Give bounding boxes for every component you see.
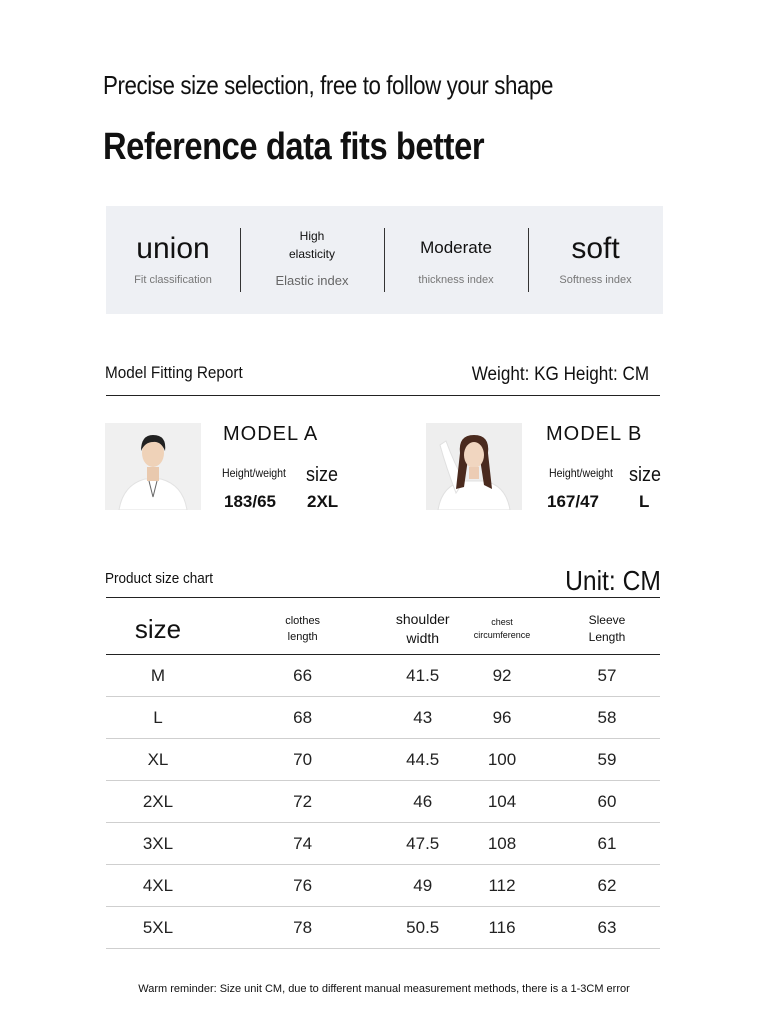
cell-sleeve: 60 xyxy=(597,791,617,811)
cell-size: XL xyxy=(147,749,169,769)
header-sleeve-line1: Sleeve xyxy=(588,613,626,627)
spec-fit-value: union xyxy=(136,232,210,265)
spec-thickness xyxy=(384,206,528,314)
header-chest-line2: circumference xyxy=(473,630,531,640)
spec-softness-label: Softness index xyxy=(559,274,632,286)
fitting-rule xyxy=(106,395,660,396)
cell-length: 76 xyxy=(293,875,313,895)
cell-chest: 96 xyxy=(492,707,512,727)
cell-length: 72 xyxy=(293,791,313,811)
cell-shoulder: 47.5 xyxy=(406,833,440,853)
cell-size: 4XL xyxy=(142,875,174,895)
cell-shoulder: 49 xyxy=(413,875,433,895)
model-a-size-value: 2XL xyxy=(307,492,339,511)
cell-length: 74 xyxy=(293,833,313,853)
cell-length: 78 xyxy=(293,917,313,937)
spec-softness-value: soft xyxy=(571,232,620,265)
cell-shoulder: 41.5 xyxy=(406,665,440,685)
model-a-hw-value: 183/65 xyxy=(224,492,276,511)
table-row xyxy=(106,907,660,949)
cell-sleeve: 62 xyxy=(597,875,617,895)
table-row xyxy=(106,739,660,781)
header-length-line2: length xyxy=(287,631,318,643)
model-b-name: MODEL B xyxy=(546,423,643,445)
cell-chest: 108 xyxy=(487,833,517,853)
cell-length: 68 xyxy=(293,707,313,727)
cell-chest: 100 xyxy=(487,749,517,769)
spec-elastic-label: Elastic index xyxy=(275,273,349,288)
spec-softness xyxy=(528,206,663,314)
header-length-line1: clothes xyxy=(285,615,321,627)
spec-fit xyxy=(106,206,240,314)
model-a-size-label: size xyxy=(306,464,339,486)
cell-sleeve: 61 xyxy=(597,833,617,853)
model-a-figure xyxy=(105,423,201,510)
cell-shoulder: 50.5 xyxy=(406,917,440,937)
cell-chest: 112 xyxy=(488,875,516,895)
spec-elastic-value-2: elasticity xyxy=(288,247,335,261)
fitting-units: Weight: KG Height: CM xyxy=(471,364,649,385)
model-b-size-label: size xyxy=(629,464,662,486)
headline-subtitle: Precise size selection, free to follow your shape xyxy=(103,70,553,100)
spec-elastic xyxy=(240,206,384,314)
table-row xyxy=(106,697,660,739)
cell-sleeve: 59 xyxy=(597,749,617,769)
header-size-text: size xyxy=(134,613,182,644)
cell-shoulder: 43 xyxy=(413,707,433,727)
spec-elastic-value-1: High xyxy=(299,229,325,243)
header-sleeve-line2: Length xyxy=(588,630,626,644)
table-row xyxy=(106,823,660,865)
cell-chest: 116 xyxy=(488,917,516,937)
cell-sleeve: 63 xyxy=(597,917,617,937)
header-sleeve xyxy=(554,604,660,655)
model-b-size-value: L xyxy=(639,492,650,511)
model-a-hw-label: Height/weight xyxy=(222,466,286,480)
model-a-photo xyxy=(105,423,201,510)
header-shoulder xyxy=(395,604,450,655)
model-a-name: MODEL A xyxy=(223,423,319,445)
model-b-hw-value: 167/47 xyxy=(547,492,599,511)
size-chart-rule xyxy=(106,597,660,598)
header-shoulder-line1: shoulder xyxy=(395,611,450,627)
size-table-header-row xyxy=(106,604,660,655)
cell-size: 2XL xyxy=(142,791,174,811)
model-b-figure xyxy=(426,423,522,510)
cell-size: L xyxy=(153,707,163,727)
warm-reminder: Warm reminder: Size unit CM, due to different manual measurement methods, there is a 1-3CM error xyxy=(138,983,630,995)
table-row xyxy=(106,655,660,697)
size-chart-unit: Unit: CM xyxy=(565,565,661,596)
cell-size: 3XL xyxy=(142,833,174,853)
table-row xyxy=(106,781,660,823)
cell-chest: 92 xyxy=(492,665,512,685)
cell-length: 70 xyxy=(293,749,313,769)
size-chart-title: Product size chart xyxy=(105,570,214,587)
cell-size: M xyxy=(150,665,166,685)
spec-panel xyxy=(106,206,663,314)
spec-thickness-label: thickness index xyxy=(418,274,494,286)
cell-sleeve: 58 xyxy=(597,707,617,727)
header-chest-line1: chest xyxy=(491,617,513,627)
spec-thickness-value: Moderate xyxy=(420,238,492,257)
cell-size: 5XL xyxy=(142,917,174,937)
header-chest xyxy=(450,604,554,655)
cell-shoulder: 46 xyxy=(413,791,433,811)
table-row xyxy=(106,865,660,907)
cell-length: 66 xyxy=(293,665,313,685)
header-shoulder-line2: width xyxy=(406,630,440,646)
fitting-title: Model Fitting Report xyxy=(105,363,243,382)
header-length xyxy=(210,604,395,655)
model-b-photo xyxy=(426,423,522,510)
spec-fit-label: Fit classification xyxy=(134,274,212,286)
header-size xyxy=(106,604,210,655)
headline-title: Reference data fits better xyxy=(103,126,485,168)
model-b-hw-label: Height/weight xyxy=(549,466,613,480)
cell-sleeve: 57 xyxy=(597,665,617,685)
cell-shoulder: 44.5 xyxy=(406,749,440,769)
size-table xyxy=(106,604,660,949)
cell-chest: 104 xyxy=(487,791,517,811)
